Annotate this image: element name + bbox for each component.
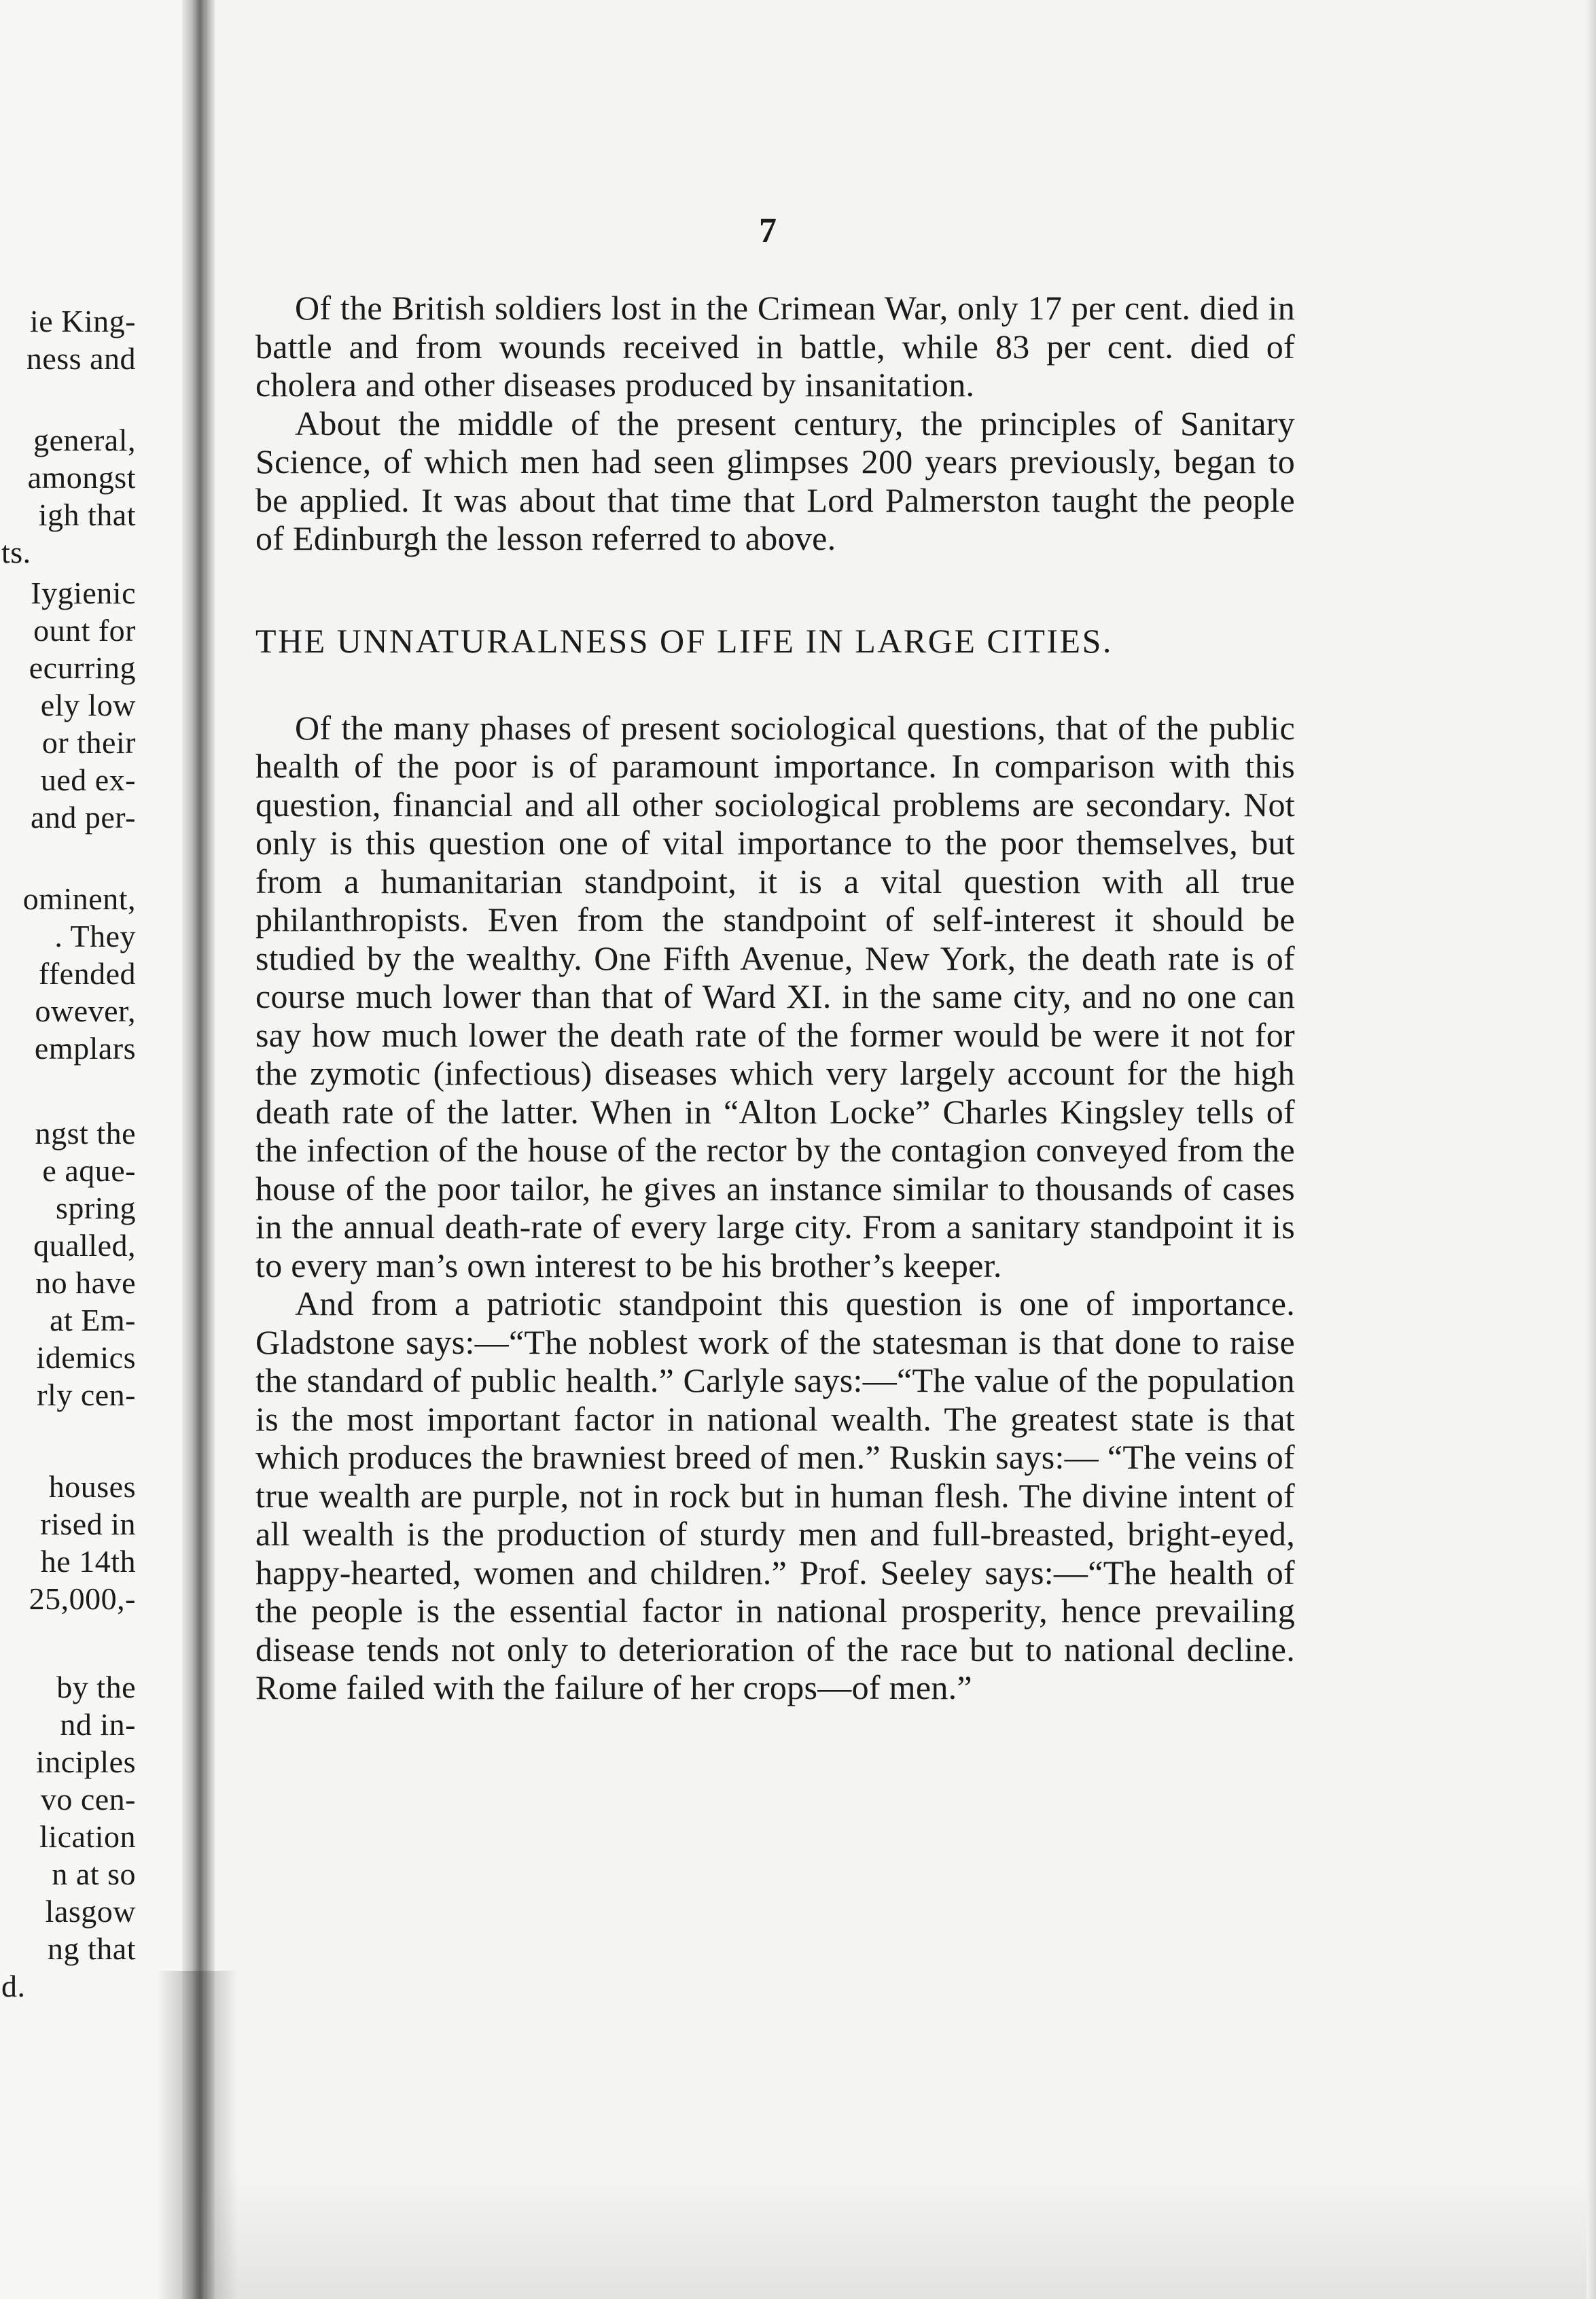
facing-page-line: ely low: [40, 688, 136, 722]
paragraph-public-health: Of the many phases of present sociological questions, that of the public health of the poor is of paramount importance. In comparison with this question, financial and all other sociological problems are secondary. Not only is this question one of vital importance to the poor themselves, but from a humanitarian standpoint, it is a vital question with all true philanthropists. Even from the standpoint of self-interest it should be studied by the wealthy. One Fifth Avenue, New York, the death rate is of course much lower than that of Ward XI. in the same city, and no one can say how much lower the death rate of the former would be were it not for the zymotic (infectious) diseases which very largely account for the high death rate of the latter. When in “Alton Locke” Charles Kingsley tells of the infection of the house of the rector by the contagion conveyed from the house of the poor tailor, he gives an instance similar to thousands of cases in the annual death-rate of every large city. From a sanitary standpoint it is to every man’s own interest to be his brother’s keeper.: [255, 708, 1295, 1284]
facing-page-line: by the: [56, 1670, 136, 1704]
page-number: 7: [759, 211, 777, 250]
facing-page-line: at Em-: [50, 1303, 136, 1337]
facing-page-line: lication: [39, 1819, 136, 1854]
facing-page-line: d.: [1, 1969, 26, 2003]
facing-page-line: . They: [54, 919, 136, 953]
section-heading: THE UNNATURALNESS OF LIFE IN LARGE CITIES.: [255, 621, 1113, 660]
facing-page-line: ffended: [38, 956, 136, 991]
facing-page-line: lasgow: [45, 1894, 136, 1929]
facing-page-line: ecurring: [29, 650, 136, 685]
facing-page-line: rised in: [40, 1507, 136, 1541]
facing-page-line: 25,000,-: [29, 1581, 136, 1616]
book-gutter: [182, 0, 215, 2299]
facing-page-line: general,: [33, 423, 136, 457]
facing-page-line: ominent,: [22, 881, 136, 916]
facing-page-line: owever,: [35, 994, 136, 1028]
facing-page-line: he 14th: [40, 1544, 136, 1579]
facing-page-line: no have: [35, 1265, 136, 1300]
facing-page-line: and per-: [30, 800, 136, 835]
gutter-divider: [204, 0, 207, 2299]
facing-page-line: ngst the: [35, 1116, 136, 1151]
facing-page-line: inciples: [35, 1744, 136, 1779]
facing-page-line: nd in-: [60, 1707, 136, 1742]
facing-page-line: spring: [56, 1191, 136, 1225]
facing-page-line: ie King-: [29, 304, 136, 338]
facing-page-line: ount for: [33, 613, 136, 648]
facing-page-line: ness and: [26, 341, 136, 376]
facing-page-line: ts.: [1, 535, 31, 569]
facing-page-line: igh that: [38, 497, 136, 532]
paragraph-sanitary-science: About the middle of the present century, the principles of Sanitary Science, of which men had seen glimpses 200 years previously, began to be applied. It was about that time that Lord Palmerston taught the people of Edinburgh the lesson referred to above.: [255, 404, 1295, 557]
facing-page-line: ued ex-: [40, 762, 136, 797]
facing-page-line: rly cen-: [37, 1377, 136, 1412]
facing-page-line: or their: [41, 725, 136, 760]
paragraph-patriotic-standpoint: And from a patriotic standpoint this question is one of importance. Gladstone says:—“The noblest work of the statesman is that done to raise the standard of public health.” Carlyle says:—“The value of the population is the most important factor in national wealth. The greatest state is that which produces the brawniest breed of men.” Ruskin says:— “The veins of true wealth are purple, not in rock but in human flesh. The divine intent of all wealth is the production of sturdy men and full-breasted, bright-eyed, happy-hearted, women and children.” Prof. Seeley says:—“The health of the people is the essential factor in national prosperity, hence prevailing disease tends not only to deterioration of the race but to national decline. Rome failed with the failure of her crops—of men.”: [255, 1284, 1295, 1706]
facing-page-line: n at so: [52, 1857, 136, 1891]
facing-page-line: houses: [48, 1469, 136, 1504]
page-right-edge: [1586, 0, 1596, 2299]
facing-page-line: emplars: [34, 1031, 136, 1066]
facing-page-line: ng that: [48, 1931, 136, 1966]
facing-page-fragment: [0, 0, 197, 2299]
facing-page-line: Iygienic: [31, 576, 136, 610]
facing-page-line: idemics: [36, 1340, 136, 1375]
facing-page-line: vo cen-: [40, 1782, 136, 1817]
page-bottom-shadow: [204, 2177, 1596, 2299]
facing-page-line: qualled,: [33, 1228, 136, 1263]
facing-page-line: amongst: [27, 460, 136, 495]
paragraph-crimean-war: Of the British soldiers lost in the Crimean War, only 17 per cent. died in battle and from wounds received in battle, while 83 per cent. died of cholera and other diseases produced by insanitation.: [255, 289, 1295, 404]
facing-page-line: e aque-: [42, 1153, 136, 1188]
text-column: [255, 289, 1295, 1707]
